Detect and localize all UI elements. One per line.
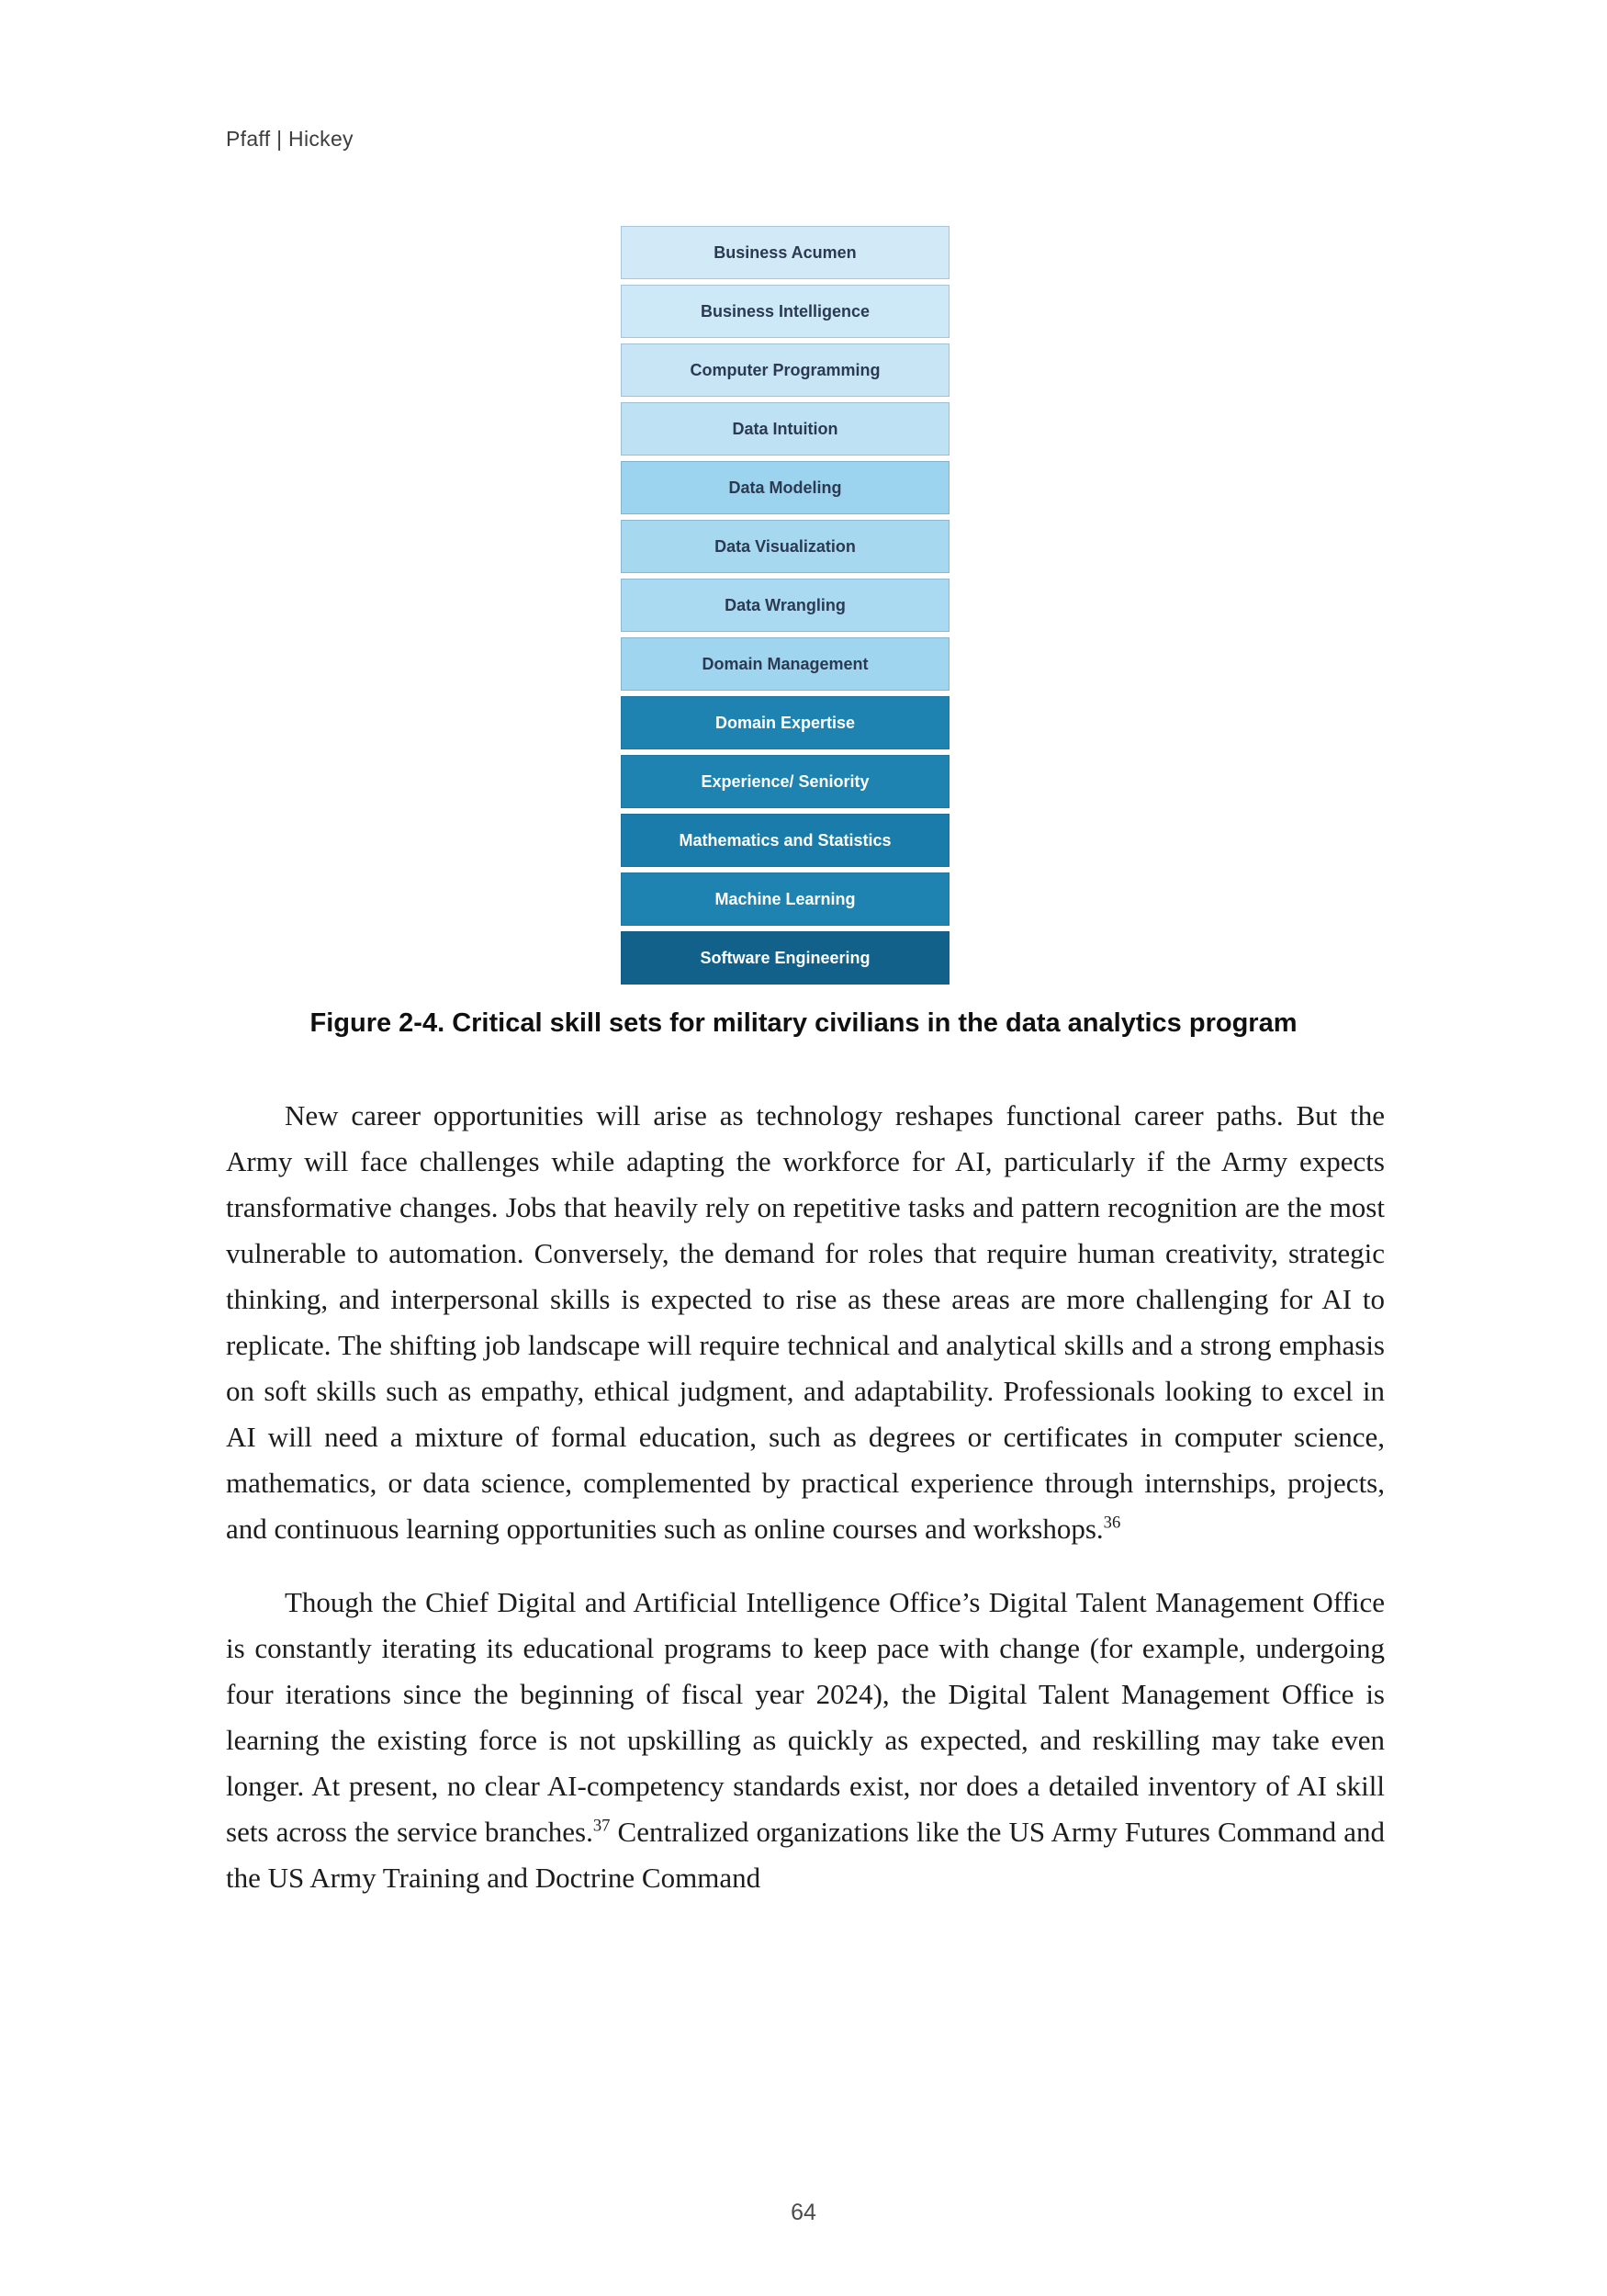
- paragraph-2-text-before: Though the Chief Digital and Artificial Intelligence Office’s Digital Talent Management Office is constantly iterating its educational programs to keep pace with change (for example, undergoing four iterations since the beginning of fiscal year 2024), the Digital Talent Management Office is learning the existing force is not upskilling as quickly as expected, and reskilling may take even longer. At present, no clear AI-competency standards exist, nor does a detailed inventory of AI skill sets across the service branches.: [226, 1586, 1385, 1848]
- page-number: 64: [791, 2200, 816, 2225]
- skill-box: Experience/ Seniority: [621, 755, 950, 808]
- paragraph-2-text-after: Centralized organizations like the US Army Futures Command and the US Army Training and Doctrine Command: [226, 1816, 1385, 1894]
- paragraph-1: [226, 1093, 1385, 1552]
- footnote-ref-36: 36: [1103, 1513, 1121, 1533]
- skill-box: Software Engineering: [621, 931, 950, 985]
- skill-box: Domain Management: [621, 637, 950, 691]
- body-text: [226, 1093, 1385, 1901]
- skill-box: Mathematics and Statistics: [621, 814, 950, 867]
- skill-box: Domain Expertise: [621, 696, 950, 749]
- footnote-ref-37: 37: [592, 1816, 611, 1836]
- skill-stack: [621, 226, 950, 985]
- skill-box: Business Intelligence: [621, 285, 950, 338]
- paragraph-1-text: New career opportunities will arise as technology reshapes functional career paths. But the Army will face challenges while adapting the workforce for AI, particularly if the Army expects transformative changes. Jobs that heavily rely on repetitive tasks and pattern recognition are the most vulnerable to automation. Conversely, the demand for roles that require human creativity, strategic thinking, and interpersonal skills is expected to rise as these areas are more challenging for AI to replicate. The shifting job landscape will require technical and analytical skills and a strong emphasis on soft skills such as empathy, ethical judgment, and adaptability. Professionals looking to excel in AI will need a mixture of formal education, such as degrees or certificates in computer science, mathematics, or data science, complemented by practical experience through internships, projects, and continuous learning opportunities such as online courses and workshops.: [226, 1099, 1385, 1545]
- paragraph-2: [226, 1580, 1385, 1901]
- skill-box: Machine Learning: [621, 872, 950, 926]
- skill-box: Data Modeling: [621, 461, 950, 514]
- skill-box: Computer Programming: [621, 343, 950, 397]
- skill-box: Data Wrangling: [621, 579, 950, 632]
- figure-caption: Figure 2-4. Critical skill sets for military civilians in the data analytics program: [309, 1008, 1298, 1038]
- skill-box: Business Acumen: [621, 226, 950, 279]
- skill-box: Data Visualization: [621, 520, 950, 573]
- running-header: Pfaff | Hickey: [226, 127, 354, 151]
- skill-box: Data Intuition: [621, 402, 950, 456]
